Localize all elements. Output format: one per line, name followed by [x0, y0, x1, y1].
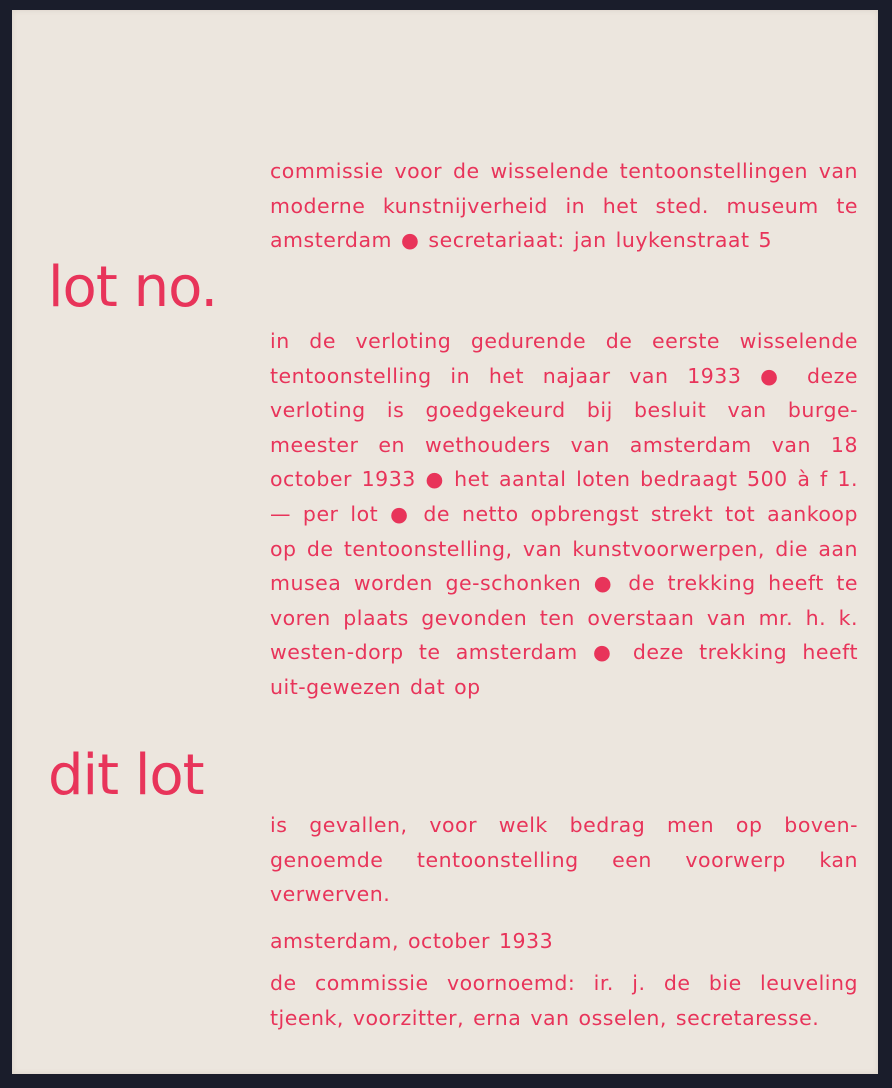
- title-lot-no: lot no.: [48, 255, 218, 320]
- lottery-ticket-card: [12, 10, 878, 1074]
- header-text: commissie voor de wisselende tentoonstellingen van moderne kunstnijverheid in het sted. museum te amsterdam ● secretariaat: jan luykenstraat 5: [270, 159, 858, 253]
- body-text: in de verloting gedurende de eerste wisselende tentoonstelling in het najaar van 1933 ● deze verloting is goedgekeurd bij besluit van burge-meester en wethouders van amsterdam van 18 october 1933 ● het aantal loten bedraagt 500 à f 1.— per lot ● de netto opbrengst strekt tot aankoop op de tentoonstelling, van kunstvoorwerpen, die aan musea worden ge-schonken ● de trekking heeft te voren plaats gevonden ten overstaan van mr. h. k. westen-dorp te amsterdam ● deze trekking heeft uit-gewezen dat op: [270, 329, 858, 699]
- signature-text: de commissie voornoemd: ir. j. de bie leuveling tjeenk, voorzitter, erna van osselen, secretaresse.: [270, 971, 858, 1030]
- date-line: amsterdam, october 1933: [270, 929, 554, 953]
- title-dit-lot: dit lot: [48, 743, 204, 808]
- closing-text: is gevallen, voor welk bedrag men op boven-genoemde tentoonstelling een voorwerp kan verwerven.: [270, 813, 858, 907]
